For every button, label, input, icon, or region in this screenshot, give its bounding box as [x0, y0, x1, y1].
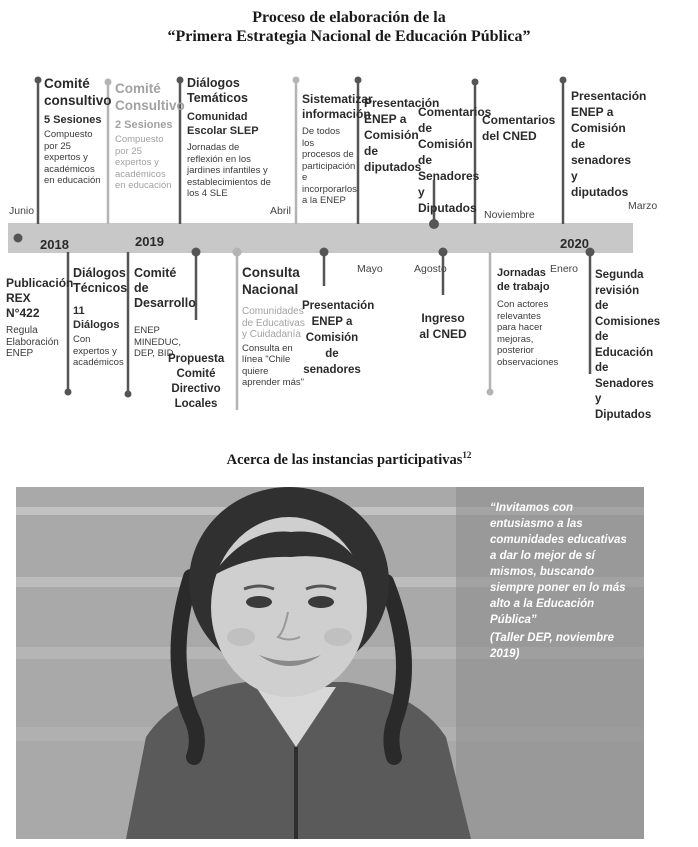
dot-comite-consultivo	[35, 77, 42, 84]
event-dialogos-tematicos	[187, 76, 273, 200]
event-title: Comité de Desarrollo	[134, 266, 196, 310]
dot-dialogos-tematicos	[177, 77, 184, 84]
dot-sistematizar	[293, 77, 300, 84]
event-comite-desarrollo	[134, 266, 196, 360]
event-title: Presentación ENEP a Comisión de senadores y diputados	[571, 89, 647, 199]
dot-comentarios-cned	[472, 79, 479, 86]
diagram-title-line2: “Primera Estrategia Nacional de Educación Pública”	[167, 28, 531, 45]
event-presentacion-diputados	[364, 95, 440, 175]
event-presentacion-senadores	[302, 298, 375, 378]
timeline-bar	[8, 223, 633, 253]
event-title: Diálogos Técnicos	[73, 266, 128, 295]
event-subtitle: 11 Diálogos	[73, 305, 120, 331]
quote-text: “Invitamos con entusiasmo a las comunidades educativas a dar lo mejor de sí mismos, buscando siempre poner en lo más alto a la Educación Pública”	[490, 502, 627, 626]
event-title: Segunda revisión de Comisiones de Educación de Senadores y Diputados	[595, 269, 661, 421]
event-jornadas-trabajo	[497, 266, 557, 368]
quote-block	[490, 500, 630, 662]
event-ingreso-cned	[418, 310, 468, 342]
event-body: Jornadas de reflexión en los jardines infantiles y establecimientos de los 4 SLE	[187, 142, 271, 199]
event-title: Jornadas de trabajo	[497, 267, 550, 293]
event-title: Comité Consultivo	[115, 81, 185, 113]
event-subtitle: 5 Sesiones	[44, 114, 102, 126]
event-subtitle: 2 Sesiones	[115, 119, 173, 131]
event-title: Presentación ENEP a Comisión de senadores	[302, 300, 375, 376]
month-noviembre: Noviembre	[484, 209, 535, 221]
event-title: Publicación REX N°422	[6, 276, 74, 320]
footnote-marker: 12	[462, 450, 472, 460]
year-2020: 2020	[560, 236, 589, 251]
month-mayo: Mayo	[357, 263, 383, 275]
event-title: Presentación ENEP a Comisión de diputados	[364, 96, 440, 174]
diagram-title-line1: Proceso de elaboración de la	[252, 9, 446, 26]
event-propuesta	[168, 352, 224, 412]
event-body: Regula Elaboración ENEP	[6, 325, 59, 359]
event-consulta-nacional	[242, 264, 306, 389]
dot-dialogos-tecnicos	[65, 389, 72, 396]
event-title: Comentarios de Comisión de Senadores y Diputados	[418, 105, 492, 215]
dot-comentarios-comision	[429, 219, 439, 229]
month-enero: Enero	[550, 263, 579, 275]
dot-comite-desarrollo	[125, 391, 132, 398]
event-comentarios-comision	[418, 104, 492, 216]
dot-consulta-nacional	[233, 248, 242, 257]
event-body: ENEP MINEDUC, DEP, BID	[134, 325, 181, 359]
event-title: Consulta Nacional	[242, 265, 300, 297]
event-subtitle: Comunidades de Educativas y Cuidadanía	[242, 306, 305, 340]
year-2018: 2018	[40, 237, 69, 252]
dot-propuesta	[192, 248, 201, 257]
event-title: Diálogos Temáticos	[187, 76, 248, 105]
section2-title-text: Acerca de las instancias participativas	[226, 451, 463, 468]
event-body: Compuesto por 25 expertos y académicos en educación	[115, 134, 172, 191]
event-dialogos-tecnicos	[73, 266, 127, 369]
month-marzo: Marzo	[628, 200, 658, 212]
month-junio: Junio	[9, 205, 35, 217]
event-title: Sistematizar información	[302, 92, 373, 121]
dot-presentacion-2020	[560, 77, 567, 84]
timeline-start-dot	[14, 234, 23, 243]
year-2019: 2019	[135, 234, 164, 249]
quote-source: (Taller DEP, noviembre 2019)	[490, 632, 614, 660]
month-agosto: Agosto	[414, 263, 447, 275]
event-body: Consulta en línea "Chile quiere aprender más"	[242, 342, 304, 388]
month-abril: Abril	[270, 205, 292, 217]
event-presentacion-2020	[571, 88, 647, 200]
event-body: Compuesto por 25 expertos y académicos en educación	[44, 129, 101, 186]
event-title: Ingreso al CNED	[419, 311, 467, 341]
dot-ingreso-cned	[439, 248, 448, 257]
event-comite-consultivo-2	[115, 80, 185, 192]
event-comite-consultivo	[44, 75, 112, 187]
event-subtitle: Comunidad Escolar SLEP	[187, 111, 259, 137]
event-body: Con expertos y académicos	[73, 334, 124, 368]
event-title: Propuesta Comité Directivo Locales	[168, 353, 225, 410]
event-body: De todos los procesos de participación e incorporarlos a la ENEP	[302, 126, 357, 206]
event-title: Comité consultivo	[44, 76, 112, 108]
dot-presentacion-diputados	[355, 77, 362, 84]
event-body: Con actores relevantes para hacer mejoras, posterior observaciones	[497, 299, 559, 368]
section2-title	[0, 450, 698, 469]
event-comentarios-cned	[482, 112, 556, 144]
dot-jornadas-trabajo	[487, 389, 494, 396]
dot-presentacion-senadores	[320, 248, 329, 257]
event-publicacion	[6, 276, 74, 360]
event-segunda-revision	[595, 268, 661, 423]
event-sistematizar	[302, 92, 373, 207]
event-title: Comentarios del CNED	[482, 113, 556, 143]
